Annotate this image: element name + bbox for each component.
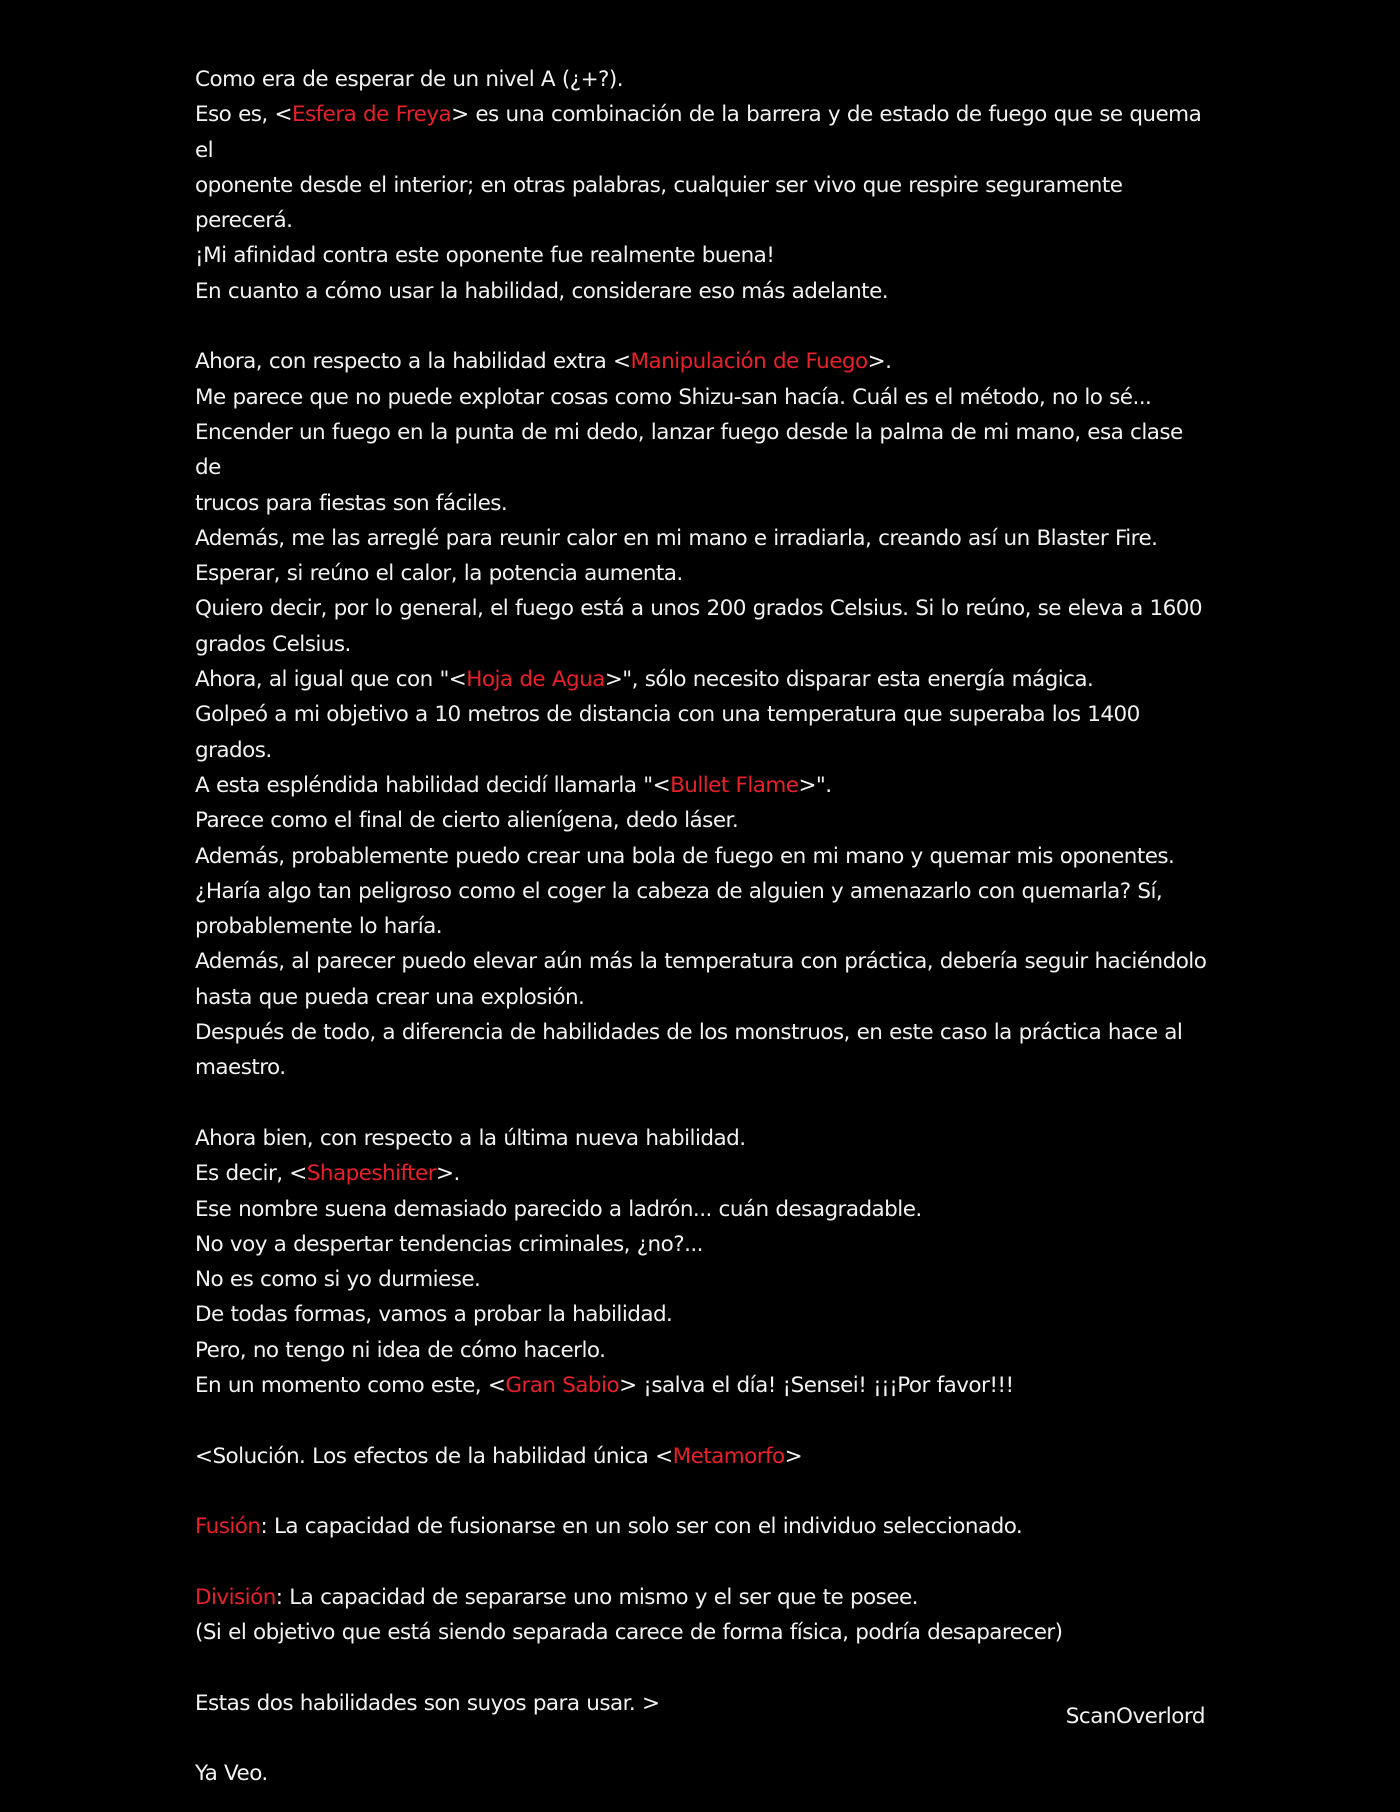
text-segment: Me parece que no puede explotar cosas como Shizu-san hacía. Cuál es el método, no lo sé... — [195, 384, 1152, 410]
text-segment: Ahora, al igual que con "< — [195, 667, 467, 693]
text-segment: >. — [435, 1161, 460, 1187]
text-line — [195, 521, 1210, 556]
text-line — [195, 697, 1210, 768]
text-segment: Después de todo, a diferencia de habilidades de los monstruos, en este caso la práctica hace al — [195, 1020, 1183, 1046]
text-segment: hasta que pueda crear una explosión. — [195, 984, 585, 1010]
text-line — [195, 591, 1210, 626]
text-line — [195, 1297, 1210, 1332]
translation-text-body — [195, 62, 1210, 1792]
text-line — [195, 1333, 1210, 1368]
text-line — [195, 203, 1210, 238]
text-line — [195, 415, 1210, 486]
text-line — [195, 1615, 1210, 1650]
text-segment: perecerá. — [195, 208, 293, 234]
text-line — [195, 909, 1210, 944]
text-segment: >". — [798, 772, 832, 798]
blank-line — [195, 1403, 1210, 1438]
text-line — [195, 1439, 1210, 1474]
skill-name-highlight: Shapeshifter — [306, 1161, 436, 1187]
text-line — [195, 1192, 1210, 1227]
skill-name-highlight: Bullet Flame — [670, 772, 799, 798]
scanlator-signature: ScanOverlord — [1065, 1704, 1205, 1729]
text-segment: No voy a despertar tendencias criminales, ¿no?... — [195, 1231, 703, 1257]
text-line — [195, 556, 1210, 591]
text-line — [195, 1121, 1210, 1156]
text-segment: maestro. — [195, 1055, 286, 1081]
text-segment: >. — [867, 349, 892, 375]
blank-line — [195, 1650, 1210, 1685]
text-segment: trucos para fiestas son fáciles. — [195, 490, 508, 516]
text-segment: No es como si yo durmiese. — [195, 1267, 481, 1293]
text-segment: De todas formas, vamos a probar la habilidad. — [195, 1302, 673, 1328]
blank-line — [195, 309, 1210, 344]
text-segment: Ahora bien, con respecto a la última nueva habilidad. — [195, 1125, 746, 1151]
text-segment: Eso es, < — [195, 102, 292, 128]
text-line — [195, 1368, 1210, 1403]
blank-line — [195, 1721, 1210, 1756]
text-segment: Además, al parecer puedo elevar aún más la temperatura con práctica, debería seguir haciéndolo — [195, 949, 1207, 975]
text-segment: En cuanto a cómo usar la habilidad, considerare eso más adelante. — [195, 278, 889, 304]
text-segment: probablemente lo haría. — [195, 914, 443, 940]
text-segment: : La capacidad de separarse uno mismo y el ser que te posee. — [275, 1584, 918, 1610]
text-line — [195, 1509, 1210, 1544]
blank-line — [195, 1086, 1210, 1121]
skill-name-highlight: Metamorfo — [672, 1443, 785, 1469]
text-line — [195, 1756, 1210, 1791]
text-line — [195, 1686, 1210, 1721]
text-line — [195, 627, 1210, 662]
text-line — [195, 1227, 1210, 1262]
text-line — [195, 380, 1210, 415]
text-segment: Ese nombre suena demasiado parecido a ladrón... cuán desagradable. — [195, 1196, 922, 1222]
text-line — [195, 238, 1210, 273]
text-segment: Ahora, con respecto a la habilidad extra < — [195, 349, 631, 375]
text-line — [195, 874, 1210, 909]
text-line — [195, 168, 1210, 203]
text-segment: > es una combinación de la barrera y de estado de fuego que se quema el — [195, 102, 1202, 163]
text-segment: Esperar, si reúno el calor, la potencia aumenta. — [195, 561, 683, 587]
text-line — [195, 344, 1210, 379]
text-segment: Como era de esperar de un nivel A (¿+?). — [195, 67, 624, 92]
text-segment: Ya Veo. — [195, 1761, 268, 1787]
text-line — [195, 1580, 1210, 1615]
skill-name-highlight: Manipulación de Fuego — [630, 349, 868, 375]
blank-line — [195, 1544, 1210, 1579]
text-segment: ¿Haría algo tan peligroso como el coger la cabeza de alguien y amenazarlo con quemarla? Sí, — [195, 878, 1163, 904]
text-line — [195, 839, 1210, 874]
text-segment: > ¡salva el día! ¡Sensei! ¡¡¡Por favor!!! — [619, 1372, 1014, 1398]
text-line — [195, 97, 1210, 168]
blank-line — [195, 1474, 1210, 1509]
text-line — [195, 803, 1210, 838]
text-line — [195, 768, 1210, 803]
text-segment: : La capacidad de fusionarse en un solo ser con el individuo seleccionado. — [260, 1514, 1023, 1540]
text-line — [195, 662, 1210, 697]
text-segment: Parece como el final de cierto alienígena, dedo láser. — [195, 808, 739, 834]
text-segment: Encender un fuego en la punta de mi dedo, lanzar fuego desde la palma de mi mano, esa clase de — [195, 419, 1183, 481]
skill-name-highlight: Gran Sabio — [505, 1372, 620, 1398]
text-segment: En un momento como este, < — [195, 1372, 506, 1398]
text-segment: Quiero decir, por lo general, el fuego está a unos 200 grados Celsius. Si lo reúno, se eleva a 1600 — [195, 596, 1203, 622]
text-line — [195, 1015, 1210, 1050]
text-segment: (Si el objetivo que está siendo separada carece de forma física, podría desaparecer) — [195, 1620, 1063, 1646]
text-line — [195, 980, 1210, 1015]
text-line — [195, 486, 1210, 521]
text-segment: Es decir, < — [195, 1161, 307, 1187]
skill-name-highlight: Hoja de Agua — [466, 667, 605, 693]
skill-name-highlight: Fusión — [195, 1514, 261, 1540]
skill-name-highlight: Esfera de Freya — [291, 102, 452, 128]
text-line — [195, 944, 1210, 979]
text-line — [195, 1262, 1210, 1297]
text-segment: Además, me las arreglé para reunir calor en mi mano e irradiarla, creando así un Blaster Fire. — [195, 525, 1158, 551]
text-segment: grados Celsius. — [195, 631, 351, 657]
text-segment: oponente desde el interior; en otras palabras, cualquier ser vivo que respire seguramente — [195, 172, 1123, 198]
text-line — [195, 62, 1210, 97]
skill-name-highlight: División — [195, 1584, 276, 1610]
text-line — [195, 1156, 1210, 1191]
text-segment: <Solución. Los efectos de la habilidad única < — [195, 1443, 673, 1469]
text-segment: A esta espléndida habilidad decidí llamarla "< — [195, 772, 671, 798]
text-segment: >", sólo necesito disparar esta energía mágica. — [604, 667, 1094, 693]
text-segment: Además, probablemente puedo crear una bola de fuego en mi mano y quemar mis oponentes. — [195, 843, 1175, 869]
text-segment: ¡Mi afinidad contra este oponente fue realmente buena! — [195, 243, 775, 269]
text-segment: > — [784, 1443, 803, 1469]
text-line — [195, 274, 1210, 309]
text-segment: Pero, no tengo ni idea de cómo hacerlo. — [195, 1337, 606, 1363]
text-segment: Estas dos habilidades son suyos para usar. > — [195, 1690, 660, 1716]
text-line — [195, 1050, 1210, 1085]
text-segment: Golpeó a mi objetivo a 10 metros de distancia con una temperatura que superaba los 1400 grados. — [195, 702, 1140, 763]
